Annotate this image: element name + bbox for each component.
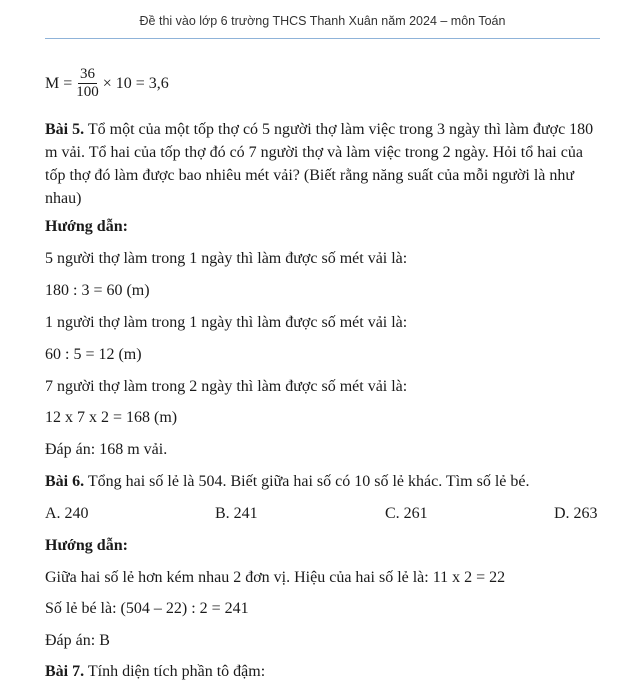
fraction-numerator: 36	[80, 66, 95, 82]
bai6-answer: Đáp án: B	[45, 632, 110, 649]
bai5-step: 1 người thợ làm trong 1 ngày thì làm được số mét vải là:	[45, 314, 408, 331]
bai7-text: Tính diện tích phần tô đậm:	[87, 663, 266, 680]
bai5-step: 7 người thợ làm trong 2 ngày thì làm được số mét vải là:	[45, 378, 408, 395]
bai5-question	[45, 118, 605, 210]
fraction	[74, 66, 101, 101]
bai7-question	[45, 663, 605, 681]
bai5-text: Tổ một của một tốp thợ có 5 người thợ làm việc trong 3 ngày thì làm được 180 m vải. Tổ hai của tốp thợ đó có 7 người thợ và làm việc trong 2 ngày. Hỏi tổ hai của tốp thợ đó làm được bao nhiêu mét vải? (Biết rằng năng suất của mỗi người là như nhau)	[45, 121, 594, 207]
fraction-denominator: 100	[76, 84, 99, 100]
formula-m	[45, 66, 169, 101]
formula-rhs: × 10 = 3,6	[102, 74, 169, 92]
bai6-guide-heading: Hướng dẫn:	[45, 537, 128, 554]
bai6-option-b: B. 241	[215, 505, 258, 522]
bai7-label: Bài 7.	[45, 663, 85, 680]
bai6-option-d: D. 263	[554, 505, 598, 522]
bai6-text: Tổng hai số lẻ là 504. Biết giữa hai số có 10 số lẻ khác. Tìm số lẻ bé.	[87, 473, 530, 490]
bai5-step: 5 người thợ làm trong 1 ngày thì làm được số mét vải là:	[45, 250, 408, 267]
bai6-option-c: C. 261	[385, 505, 428, 522]
bai5-guide-heading: Hướng dẫn:	[45, 218, 128, 235]
bai5-step: 12 x 7 x 2 = 168 (m)	[45, 409, 178, 426]
bai5-label: Bài 5.	[45, 121, 85, 138]
bai5-step: 180 : 3 = 60 (m)	[45, 282, 150, 299]
bai6-step: Số lẻ bé là: (504 – 22) : 2 = 241	[45, 600, 249, 617]
bai6-option-a: A. 240	[45, 505, 89, 522]
bai6-question	[45, 473, 605, 491]
formula-lhs: M =	[45, 74, 73, 92]
bai6-step: Giữa hai số lẻ hơn kém nhau 2 đơn vị. Hiệu của hai số lẻ là: 11 x 2 = 22	[45, 569, 506, 586]
page-header: Đề thi vào lớp 6 trường THCS Thanh Xuân năm 2024 – môn Toán	[45, 14, 600, 39]
bai5-step: 60 : 5 = 12 (m)	[45, 346, 142, 363]
bai5-answer: Đáp án: 168 m vải.	[45, 441, 168, 458]
bai6-label: Bài 6.	[45, 473, 85, 490]
